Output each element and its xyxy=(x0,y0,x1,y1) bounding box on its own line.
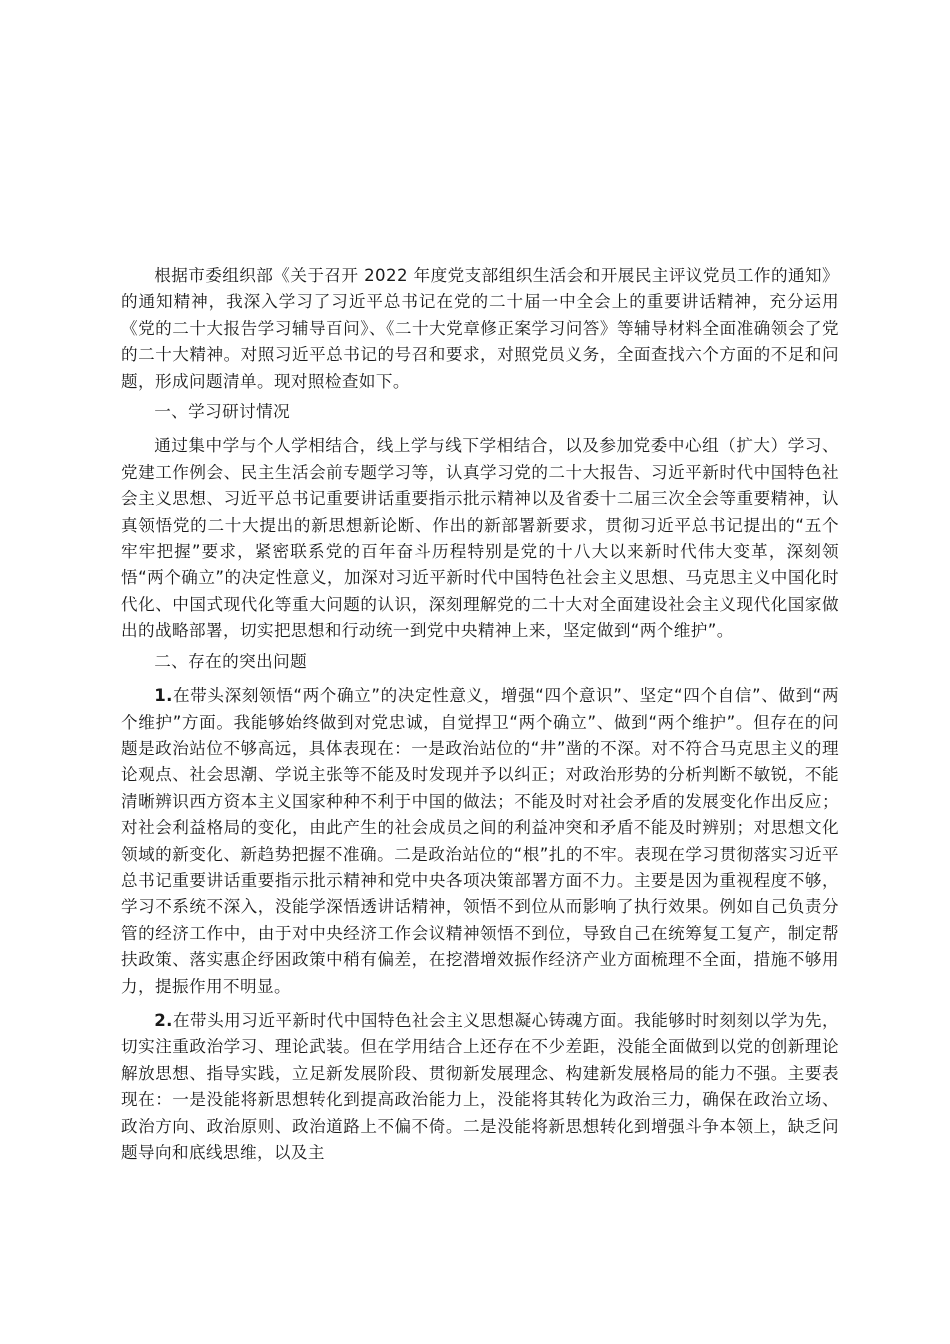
issue-1-number: 1. xyxy=(154,686,173,706)
issue-1-paragraph xyxy=(121,683,839,1000)
issue-2-number: 2. xyxy=(154,1010,173,1030)
section-1-body: 通过集中学与个人学相结合，线上学与线下学相结合，以及参加党委中心组（扩大）学习、党建工作例会、民主生活会前专题学习等，认真学习党的二十大报告、习近平新时代中国特色社会主义思想、习近平总书记重要讲话重要指示批示精神以及省委十二届三次全会等重要精神，认真领悟党的二十大提出的新思想新论断、作出的新部署新要求，贯彻习近平总书记提出的“五个牢牢把握”要求，紧密联系党的百年奋斗历程特别是党的十八大以来新时代伟大变革，深刻领悟“两个确立”的决定性意义，加深对习近平新时代中国特色社会主义思想、马克思主义中国化时代化、中国式现代化等重大问题的认识，深刻理解党的二十大对全面建设社会主义现代化国家做出的战略部署，切实把思想和行动统一到党中央精神上来，坚定做到“两个维护”。 xyxy=(121,436,839,641)
issue-2-title: 在带头用习近平新时代中国特色社会主义思想凝心铸魂方面。 xyxy=(172,1010,635,1030)
intro-paragraph: 根据市委组织部《关于召开 2022 年度党支部组织生活会和开展民主评议党员工作的通知》的通知精神，我深入学习了习近平总书记在党的二十届一中全会上的重要讲话精神，充分运用《党的二十大报告学习辅导百问》、《二十大党章修正案学习问答》等辅导材料全面准确领会了党的二十大精神。对照习近平总书记的号召和要求，对照党员义务，全面查找六个方面的不足和问题，形成问题清单。现对照检查如下。 xyxy=(121,266,839,391)
issue-1-title: 在带头深刻领悟“两个确立”的决定性意义，增强“四个意识”、坚定“四个自信”、做到“两个维护”方面。 xyxy=(121,686,839,732)
section-2-heading: 二、存在的突出问题 xyxy=(154,651,308,671)
section-1-heading: 一、学习研讨情况 xyxy=(154,402,291,422)
issue-2-paragraph xyxy=(121,1008,839,1166)
document-page xyxy=(121,263,839,1166)
issue-2-body: 我能够时时刻刻以学为先，切实注重政治学习、理论武装。但在学用结合上还存在不少差距，没能全面做到以党的创新理论解放思想、指导实践，立足新发展阶段、贯彻新发展理念、构建新发展格局的能力不强。主要表现在：一是没能将新思想转化到提高政治能力上，没能将其转化为政治三力，确保在政治立场、政治方向、政治原则、政治道路上不偏不倚。二是没能将新思想转化到增强斗争本领上，缺乏问题导向和底线思维，以及主 xyxy=(121,1010,839,1162)
issue-1-body: 我能够始终做到对党忠诚，自觉捍卫“两个确立”、做到“两个维护”。但存在的问题是政治站位不够高远，具体表现在：一是政治站位的“井”凿的不深。对不符合马克思主义的理论观点、社会思潮、学说主张等不能及时发现并予以纠正；对政治形势的分析判断不敏锐，不能清晰辨识西方资本主义国家种种不利于中国的做法；不能及时对社会矛盾的发展变化作出反应；对社会利益格局的变化，由此产生的社会成员之间的利益冲突和矛盾不能及时辨别；对思想文化领域的新变化、新趋势把握不准确。二是政治站位的“根”扎的不牢。表现在学习贯彻落实习近平总书记重要讲话重要指示批示精神和党中央各项决策部署方面不力。主要是因为重视程度不够，学习不系统不深入，没能学深悟透讲话精神，领悟不到位从而影响了执行效果。例如自己负责分管的经济工作中，由于对中央经济工作会议精神领悟不到位，导致自己在统筹复工复产，制定帮扶政策、落实惠企纾困政策中稍有偏差，在挖潜增效振作经济产业方面梳理不全面，措施不够用力，提振作用不明显。 xyxy=(121,712,840,996)
